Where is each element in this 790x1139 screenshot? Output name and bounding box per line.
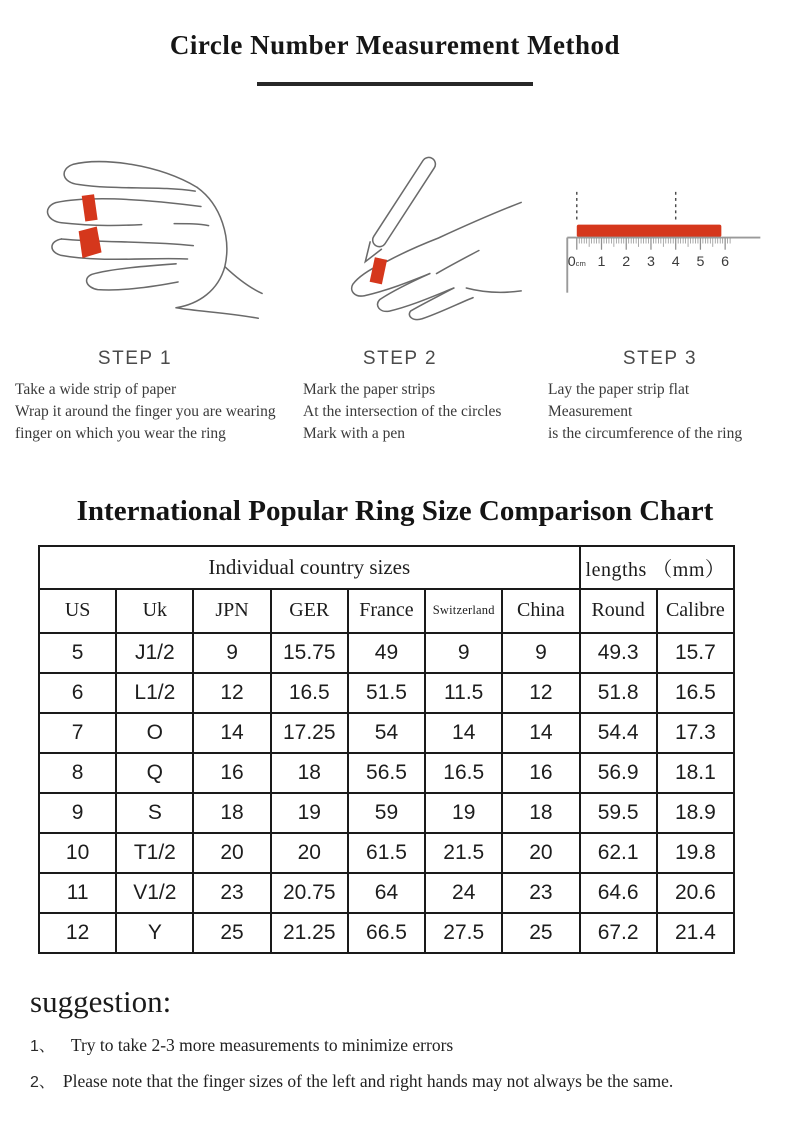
column-header-round: Round	[580, 589, 657, 633]
table-cell: 18.1	[657, 753, 734, 793]
table-cell: O	[116, 713, 193, 753]
table-cell: 16	[193, 753, 270, 793]
table-cell: 61.5	[348, 833, 425, 873]
ruler-illustration	[530, 142, 790, 334]
step-2-line-1: Mark the paper strips	[303, 380, 436, 398]
table-cell: 11.5	[425, 673, 502, 713]
table-body	[39, 633, 734, 953]
group-header-individual-country-sizes: Individual country sizes	[39, 546, 580, 589]
paper-strip	[577, 224, 722, 236]
table-cell: 21.5	[425, 833, 502, 873]
table-group-header-row	[39, 546, 734, 589]
step-3-line-3: is the circumference of the ring	[548, 424, 743, 442]
header	[0, 0, 790, 86]
step-2-line-3: Mark with a pen	[303, 424, 406, 442]
table-cell: 51.8	[580, 673, 657, 713]
table-row	[39, 873, 734, 913]
table-cell: V1/2	[116, 873, 193, 913]
table-cell: 20	[502, 833, 579, 873]
pen-mark	[370, 257, 387, 284]
column-header-us: US	[39, 589, 116, 633]
table-cell: 16.5	[271, 673, 348, 713]
table-cell: 9	[425, 633, 502, 673]
table-cell: Y	[116, 913, 193, 953]
step-2-label: STEP 2	[362, 347, 438, 369]
table-cell: 19.8	[657, 833, 734, 873]
svg-text:2: 2	[622, 253, 631, 270]
svg-text:3: 3	[646, 253, 655, 270]
suggestion-section	[30, 984, 790, 1092]
table-cell: 49.3	[580, 633, 657, 673]
table-cell: 18	[271, 753, 348, 793]
table-cell: S	[116, 793, 193, 833]
table-cell: 54.4	[580, 713, 657, 753]
table-cell: 19	[425, 793, 502, 833]
suggestion-item-1-text: Try to take 2-3 more measurements to minimize errors	[70, 1034, 454, 1055]
table-cell: 12	[39, 913, 116, 953]
table-cell: 14	[425, 713, 502, 753]
table-cell: 21.25	[271, 913, 348, 953]
table-cell: 20	[193, 833, 270, 873]
column-header-france: France	[348, 589, 425, 633]
step-3-line-2: Measurement	[548, 402, 633, 420]
svg-text:0cm: 0cm	[567, 253, 586, 270]
table-cell: 11	[39, 873, 116, 913]
table-row	[39, 633, 734, 673]
table-cell: 66.5	[348, 913, 425, 953]
ring-size-comparison-table	[38, 545, 735, 954]
suggestion-item-2-number: 2、	[30, 1073, 55, 1091]
chart-title: International Popular Ring Size Comparison Chart	[76, 494, 714, 527]
step-1	[0, 142, 276, 445]
column-header-calibre: Calibre	[657, 589, 734, 633]
suggestion-item-2-text: Please note that the finger sizes of the left and right hands may not always be the same.	[62, 1070, 674, 1091]
column-header-uk: Uk	[116, 589, 193, 633]
page-title: Circle Number Measurement Method	[169, 30, 621, 60]
table-cell: 59.5	[580, 793, 657, 833]
column-header-jpn: JPN	[193, 589, 270, 633]
table-cell: 9	[502, 633, 579, 673]
table-cell: 20.6	[657, 873, 734, 913]
table-cell: 59	[348, 793, 425, 833]
table-row	[39, 713, 734, 753]
paper-strip-mark	[79, 194, 102, 258]
column-header-switzerland: Switzerland	[425, 589, 502, 633]
table-cell: 20	[271, 833, 348, 873]
table-cell: 20.75	[271, 873, 348, 913]
table-cell: 16.5	[657, 673, 734, 713]
table-cell: 14	[502, 713, 579, 753]
table-cell: J1/2	[116, 633, 193, 673]
hand-marking-with-pen-illustration	[270, 142, 530, 334]
table-cell: 16	[502, 753, 579, 793]
table-cell: T1/2	[116, 833, 193, 873]
suggestion-item-1	[30, 1033, 790, 1056]
table-row	[39, 833, 734, 873]
step-3-line-1: Lay the paper strip flat	[548, 380, 690, 398]
table-cell: 6	[39, 673, 116, 713]
table-cell: 12	[502, 673, 579, 713]
table-row	[39, 673, 734, 713]
table-cell: 9	[193, 633, 270, 673]
table-cell: 7	[39, 713, 116, 753]
table-column-header-row	[39, 589, 734, 633]
step-1-label: STEP 1	[97, 347, 173, 369]
table-cell: 49	[348, 633, 425, 673]
step-3-label: STEP 3	[622, 347, 698, 369]
table-cell: 24	[425, 873, 502, 913]
step-1-line-3: finger on which you wear the ring	[15, 424, 226, 442]
table-cell: 23	[502, 873, 579, 913]
table-cell: 17.25	[271, 713, 348, 753]
svg-text:4: 4	[671, 253, 680, 270]
table-cell: 12	[193, 673, 270, 713]
table-cell: 23	[193, 873, 270, 913]
table-cell: 15.7	[657, 633, 734, 673]
hand-with-paper-strip-illustration	[0, 142, 270, 334]
table-cell: 54	[348, 713, 425, 753]
table-cell: 51.5	[348, 673, 425, 713]
table-cell: 21.4	[657, 913, 734, 953]
steps-section	[0, 142, 790, 445]
table-cell: 56.9	[580, 753, 657, 793]
table-cell: 18	[193, 793, 270, 833]
table-cell: 18	[502, 793, 579, 833]
svg-text:5: 5	[696, 253, 705, 270]
table-row	[39, 753, 734, 793]
table-cell: 25	[502, 913, 579, 953]
step-3	[530, 142, 790, 445]
table-row	[39, 913, 734, 953]
table-cell: 64	[348, 873, 425, 913]
table-cell: L1/2	[116, 673, 193, 713]
pen-hand-illustration-icon	[275, 144, 525, 332]
table-cell: 14	[193, 713, 270, 753]
ruler-ticks	[577, 238, 730, 249]
step-1-line-1: Take a wide strip of paper	[15, 380, 177, 398]
step-1-line-2: Wrap it around the finger you are wearing	[15, 402, 276, 420]
svg-text:6: 6	[721, 253, 730, 270]
suggestion-item-1-number: 1、	[30, 1037, 55, 1055]
ruler-icon	[553, 177, 767, 299]
table-cell: 16.5	[425, 753, 502, 793]
table-cell: 64.6	[580, 873, 657, 913]
suggestion-item-2	[30, 1069, 790, 1092]
column-header-ger: GER	[271, 589, 348, 633]
table-cell: 8	[39, 753, 116, 793]
title-underline	[257, 82, 533, 86]
hand-illustration-icon	[6, 144, 264, 332]
table-cell: 19	[271, 793, 348, 833]
step-1-description	[0, 379, 276, 445]
table-row	[39, 793, 734, 833]
suggestion-heading: suggestion:	[30, 983, 172, 1019]
table-cell: 25	[193, 913, 270, 953]
table-cell: 67.2	[580, 913, 657, 953]
step-3-description	[530, 379, 790, 445]
table-cell: 10	[39, 833, 116, 873]
group-header-lengths-mm: lengths （mm）	[580, 546, 734, 589]
table-cell: 17.3	[657, 713, 734, 753]
step-2-line-2: At the intersection of the circles	[303, 402, 502, 420]
table-cell: 62.1	[580, 833, 657, 873]
table-cell: 18.9	[657, 793, 734, 833]
table-cell: 27.5	[425, 913, 502, 953]
column-header-china: China	[502, 589, 579, 633]
table-cell: 56.5	[348, 753, 425, 793]
table-cell: 9	[39, 793, 116, 833]
step-2-description	[270, 379, 530, 445]
table-cell: 5	[39, 633, 116, 673]
svg-text:1: 1	[597, 253, 606, 270]
step-2	[270, 142, 530, 445]
ruler-scale-labels	[568, 254, 729, 270]
table-cell: Q	[116, 753, 193, 793]
table-cell: 15.75	[271, 633, 348, 673]
